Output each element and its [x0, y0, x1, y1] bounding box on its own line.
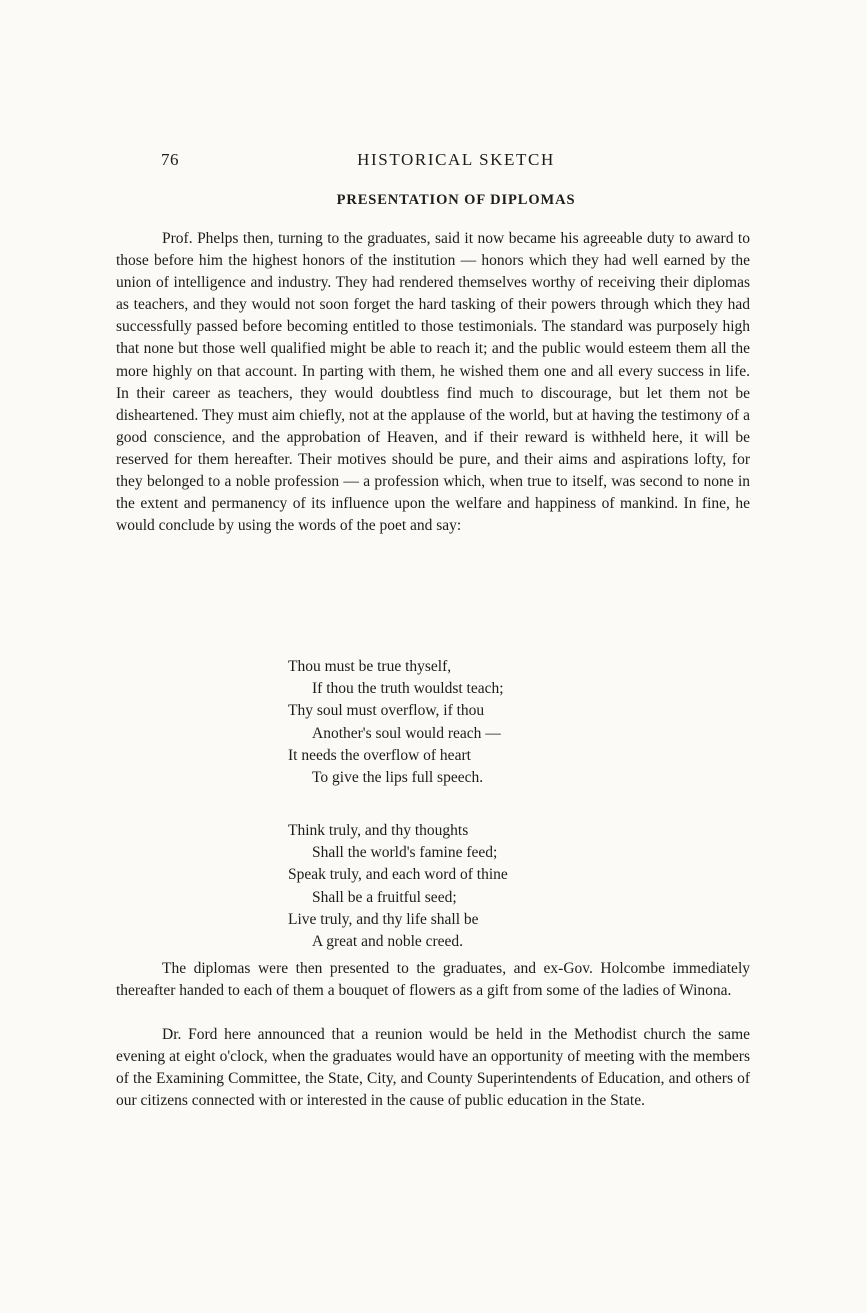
paragraph-phelps-address: Prof. Phelps then, turning to the graduates, said it now became his agreeable duty to award to those before him the highest honors of the institution — honors which they had well earned by the union of intelligence and industry. They had rendered themselves worthy of receiving their diplomas as teachers, and they would not soon forget the hard tasking of their powers through which they had successfully passed before becoming entitled to those testimonials. The standard was purposely high that none but those well qualified might be able to reach it; and the public would esteem them all the more highly on that account. In parting with them, he wished them one and all every success in life. In their career as teachers, they would doubtless find much to discourage, but let them not be disheartened. They must aim chiefly, not at the applause of the world, but at having the testimony of a good conscience, and the approbation of Heaven, and if their reward is withheld here, it will be reserved for them hereafter. Their motives should be pure, and their aims and aspirations lofty, for they belonged to a noble profession — a profession which, when true to itself, was second to none in the extent and permanency of its influence upon the welfare and happiness of mankind. In fine, he would conclude by using the words of the poet and say: [116, 230, 750, 535]
poem-stanza-2 [288, 820, 708, 953]
section-title: PRESENTATION OF DIPLOMAS [336, 192, 576, 208]
poem-line: It needs the overflow of heart [288, 746, 471, 764]
poem-line: A great and noble creed. [312, 933, 464, 951]
poem-line: Speak truly, and each word of thine [288, 866, 508, 884]
poem-line: Shall the world's famine feed; [312, 844, 498, 862]
running-head-title: HISTORICAL SKETCH [357, 150, 555, 169]
poem-line: Think truly, and thy thoughts [288, 822, 469, 839]
poem-line: Shall be a fruitful seed; [312, 888, 457, 906]
poem-line: To give the lips full speech. [312, 769, 484, 787]
running-head [161, 150, 751, 174]
poem-stanza-1 [288, 656, 708, 789]
page-number: 76 [161, 150, 179, 169]
poem-line: Thy soul must overflow, if thou [288, 702, 485, 720]
paragraph-diplomas-presented: The diplomas were then presented to the graduates, and ex-Gov. Holcombe immediately thereafter handed to each of them a bouquet of flowers as a gift from some of the ladies of Winona. [116, 960, 750, 1000]
poem-line: Thou must be true thyself, [288, 658, 452, 675]
poem-line: If thou the truth wouldst teach; [312, 680, 504, 698]
paragraph-reunion-announcement: Dr. Ford here announced that a reunion would be held in the Methodist church the same evening at eight o'clock, when the graduates would have an opportunity of meeting with the members of the Examining Committee, the State, City, and County Superintendents of Education, and others of our citizens connected with or interested in the cause of public education in the State. [116, 1026, 750, 1110]
poem-line: Live truly, and thy life shall be [288, 910, 479, 928]
poem-line: Another's soul would reach — [312, 724, 501, 742]
